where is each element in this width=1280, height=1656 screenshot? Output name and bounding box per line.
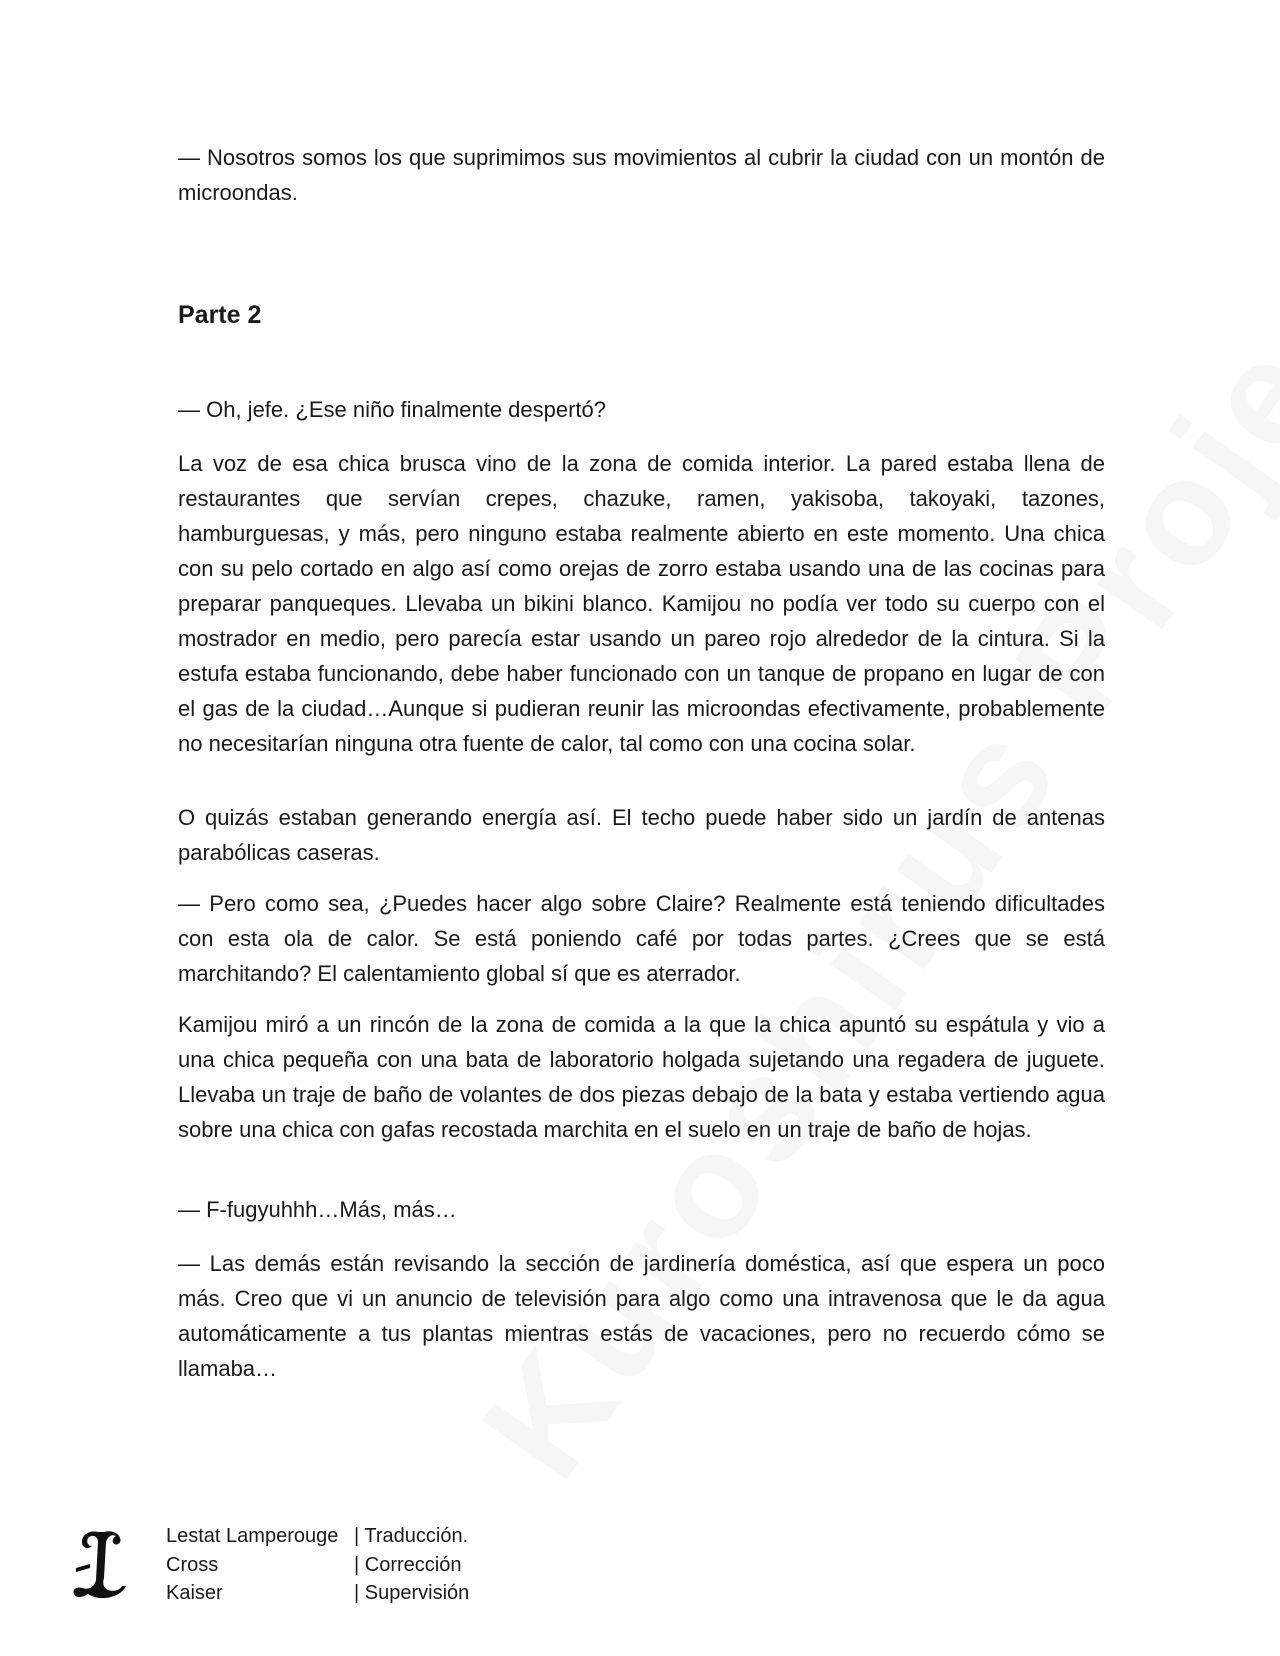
paragraph-1: — Nosotros somos los que suprimimos sus movimientos al cubrir la ciudad con un montón de microondas. [178,145,1105,205]
credit-role: | Traducción. [354,1525,469,1547]
credit-row [166,1579,469,1608]
credit-row [166,1522,469,1551]
paragraph-6: Kamijou miró a un rincón de la zona de comida a la que la chica apuntó su espátula y vio a una chica pequeña con una bata de laboratorio holgada sujetando una regadera de juguete. Llevaba un traje de baño de volantes de dos piezas debajo de la bata y estaba vertiendo agua sobre una chica con gafas recostada marchita en el suelo en un traje de baño de hojas. [178,1012,1105,1142]
paragraph-2: — Oh, jefe. ¿Ese niño finalmente despertó? [178,397,607,422]
paragraph-7: — F-fugyuhhh…Más, más… [178,1197,457,1222]
credits-list [166,1522,469,1608]
credit-role: | Supervisión [354,1582,470,1604]
credit-name: Lestat Lamperouge [166,1525,339,1547]
gothic-l-logo-icon [68,1528,130,1602]
section-heading: Parte 2 [178,301,262,329]
paragraph-5: — Pero como sea, ¿Puedes hacer algo sobre Claire? Realmente está teniendo dificultades con esta ola de calor. Se está poniendo café por todas partes. ¿Crees que se está marchitando? El calentamiento global sí que es aterrador. [178,891,1105,986]
credit-role: | Corrección [354,1553,462,1576]
paragraph-8: — Las demás están revisando la sección de jardinería doméstica, así que espera un poco más. Creo que vi un anuncio de televisión para algo como una intravenosa que le da agua automáticamente a tus plantas mientras estás de vacaciones, pero no recuerdo cómo se llamaba… [178,1251,1105,1381]
credit-row [166,1551,469,1580]
footer [60,1520,560,1620]
credit-name: Kaiser [166,1582,223,1604]
credit-name: Cross [166,1553,219,1576]
paragraph-3: La voz de esa chica brusca vino de la zona de comida interior. La pared estaba llena de restaurantes que servían crepes, chazuke, ramen, yakisoba, takoyaki, tazones, hamburguesas, y más, pero ninguno estaba realmente abierto en este momento. Una chica con su pelo cortado en algo así como orejas de zorro estaba usando una de las cocinas para preparar panqueques. Llevaba un bikini blanco. Kamijou no podía ver todo su cuerpo con el mostrador en medio, pero parecía estar usando un pareo rojo alrededor de la cintura. Si la estufa estaba funcionando, debe haber funcionado con un tanque de propano en lugar de con el gas de la ciudad…Aunque si pudieran reunir las microondas efectivamente, probablemente no necesitarían ninguna otra fuente de calor, tal como con una cocina solar. [178,451,1105,756]
paragraph-4: O quizás estaban generando energía así. El techo puede haber sido un jardín de antenas parabólicas caseras. [178,805,1105,865]
